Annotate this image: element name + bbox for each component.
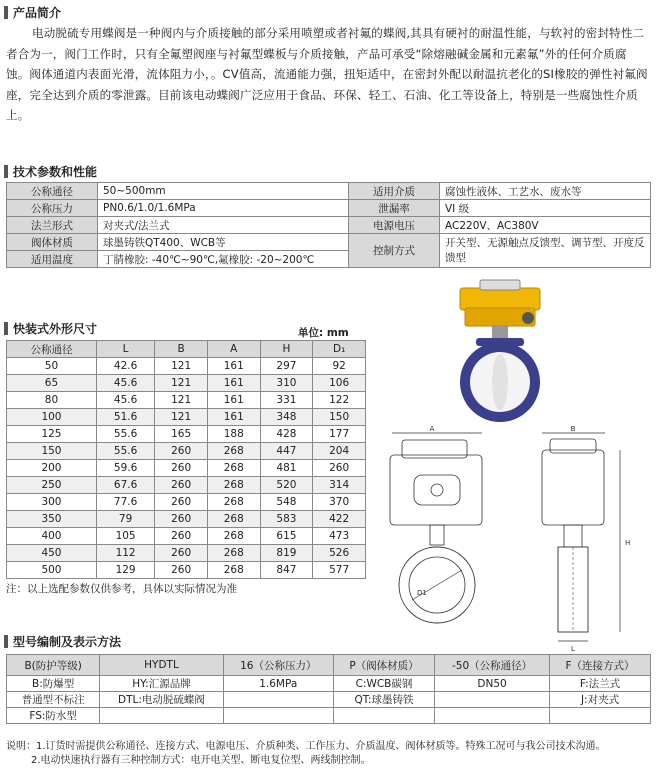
spec-value: VI 级 xyxy=(440,200,651,217)
disc-plate xyxy=(492,354,508,410)
table-cell xyxy=(223,708,333,724)
spec-key: 公称通径 xyxy=(7,183,98,200)
table-cell: 51.6 xyxy=(96,409,154,426)
table-cell: 268 xyxy=(207,477,260,494)
column-header: 公称通径 xyxy=(7,341,97,358)
table-row xyxy=(7,358,366,375)
note-line: 说明：1.订货时需提供公称通径、连接方式、电源电压、介质种类、工作压力、介质温度、阀体材质等。特殊工况可与我公司技术沟通。 xyxy=(6,741,606,752)
table-row xyxy=(7,676,651,692)
section-marker-icon xyxy=(4,165,8,178)
table-row xyxy=(7,392,366,409)
table-cell: 161 xyxy=(207,375,260,392)
spec-key: 电源电压 xyxy=(349,217,440,234)
section-title-text: 快装式外形尺寸 xyxy=(13,322,98,336)
table-row xyxy=(7,409,366,426)
dimension-note: 注：以上选配参数仅供参考，具体以实际情况为准 xyxy=(6,583,237,595)
table-cell: 92 xyxy=(313,358,366,375)
table-cell: 45.6 xyxy=(96,375,154,392)
table-row xyxy=(7,562,366,579)
table-cell: 59.6 xyxy=(96,460,154,477)
table-cell: 100 xyxy=(7,409,97,426)
section-marker-icon xyxy=(4,6,8,19)
table-row xyxy=(7,200,651,217)
table-cell: 300 xyxy=(7,494,97,511)
table-cell: 45.6 xyxy=(96,392,154,409)
table-cell: 普通型不标注 xyxy=(7,692,100,708)
spec-value: AC220V、AC380V xyxy=(440,217,651,234)
table-cell: 150 xyxy=(7,443,97,460)
table-cell: 188 xyxy=(207,426,260,443)
column-header: 16（公称压力） xyxy=(223,655,333,676)
table-cell: 520 xyxy=(260,477,313,494)
table-row xyxy=(7,443,366,460)
section-title-text: 技术参数和性能 xyxy=(13,165,98,179)
tech-spec-table xyxy=(6,182,651,268)
column-header: P（阀体材质） xyxy=(333,655,434,676)
model-code-table xyxy=(6,654,651,724)
spec-value: 对夹式/法兰式 xyxy=(98,217,349,234)
table-cell: HY:汇源品牌 xyxy=(100,676,223,692)
table-row xyxy=(7,477,366,494)
table-cell: 297 xyxy=(260,358,313,375)
table-cell: 165 xyxy=(155,426,208,443)
table-cell: QT:球墨铸铁 xyxy=(333,692,434,708)
table-cell: 161 xyxy=(207,392,260,409)
spec-key: 控制方式 xyxy=(349,234,440,268)
table-cell: 615 xyxy=(260,528,313,545)
section-title-model xyxy=(4,633,121,650)
table-header-row xyxy=(7,341,366,358)
table-cell: 260 xyxy=(155,477,208,494)
spec-value: 球墨铸铁QT400、WCB等 xyxy=(98,234,349,251)
section-marker-icon xyxy=(4,322,8,335)
table-cell: 55.6 xyxy=(96,443,154,460)
notes xyxy=(6,740,606,768)
table-cell: F:法兰式 xyxy=(550,676,651,692)
table-cell: 106 xyxy=(313,375,366,392)
spec-key: 法兰形式 xyxy=(7,217,98,234)
section-title-dimensions xyxy=(4,320,97,337)
spec-key: 适用介质 xyxy=(349,183,440,200)
table-cell: 548 xyxy=(260,494,313,511)
table-cell: 268 xyxy=(207,562,260,579)
table-cell: 847 xyxy=(260,562,313,579)
table-cell: FS:防水型 xyxy=(7,708,100,724)
dim-label-a: A xyxy=(429,425,435,433)
intro-paragraph: 电动脱硫专用蝶阀是一种阀内与介质接触的部分采用喷塑或者衬氟的蝶阀,其具有硬衬的耐温性能，与软衬的密封特性二者合为一，阀门工作时，只有全氟塑阀座与衬氟型蝶板与介质接触，产品可承受“除熔融碱金属和元素氟”外的任何介质腐蚀。阀体通道内表面光滑，流体阻力小，。CV值高，流通能力强，扭矩适中，在密封外配以耐温抗老化的SI橡胶的弹性衬氟阀座，完全达到介质的零泄露。目前该电动蝶阀广泛应用于食品、环保、轻工、石油、化工等设备上，特别是一些腐蚀性介质上。 xyxy=(6,26,648,122)
section-marker-icon xyxy=(4,635,8,648)
table-cell: 67.6 xyxy=(96,477,154,494)
table-cell: 348 xyxy=(260,409,313,426)
dim-label-h: H xyxy=(625,539,631,547)
spec-key: 阀体材质 xyxy=(7,234,98,251)
column-header: B(防护等级) xyxy=(7,655,100,676)
table-cell: 370 xyxy=(313,494,366,511)
table-cell xyxy=(100,708,223,724)
table-cell: DN50 xyxy=(435,676,550,692)
table-cell xyxy=(333,708,434,724)
table-cell: 1.6MPa xyxy=(223,676,333,692)
spec-value: 开关型、无源触点反馈型、调节型、开度反馈型 xyxy=(440,234,651,268)
column-header: B xyxy=(155,341,208,358)
table-row xyxy=(7,183,651,200)
table-row xyxy=(7,234,651,251)
table-cell: 260 xyxy=(155,562,208,579)
side-view-drawing xyxy=(530,425,640,655)
table-row xyxy=(7,375,366,392)
table-cell: 204 xyxy=(313,443,366,460)
table-cell: 250 xyxy=(7,477,97,494)
table-cell: 80 xyxy=(7,392,97,409)
table-cell: 260 xyxy=(155,511,208,528)
table-cell: DTL:电动脱硫蝶阀 xyxy=(100,692,223,708)
table-cell: 77.6 xyxy=(96,494,154,511)
table-cell: 268 xyxy=(207,460,260,477)
table-cell: 268 xyxy=(207,528,260,545)
column-header: HYDTL xyxy=(100,655,223,676)
table-cell: B:防爆型 xyxy=(7,676,100,692)
spec-key: 适用温度 xyxy=(7,251,98,268)
table-cell: 55.6 xyxy=(96,426,154,443)
table-cell: 200 xyxy=(7,460,97,477)
table-cell: 428 xyxy=(260,426,313,443)
table-row xyxy=(7,692,651,708)
table-cell: 526 xyxy=(313,545,366,562)
section-title-text: 产品简介 xyxy=(13,6,62,20)
table-cell: 260 xyxy=(313,460,366,477)
table-cell: J:对夹式 xyxy=(550,692,651,708)
unit-label: 单位: mm xyxy=(298,327,349,339)
spec-value: 丁腈橡胶: -40℃~90℃,氟橡胶: -20~200℃ xyxy=(98,251,349,268)
column-header: A xyxy=(207,341,260,358)
table-cell: 314 xyxy=(313,477,366,494)
table-cell: 50 xyxy=(7,358,97,375)
spec-key: 泄漏率 xyxy=(349,200,440,217)
table-cell: 422 xyxy=(313,511,366,528)
table-cell: 310 xyxy=(260,375,313,392)
dimension-table xyxy=(6,340,366,579)
column-header: -50（公称通径） xyxy=(435,655,550,676)
table-row xyxy=(7,708,651,724)
column-header: F（连接方式） xyxy=(550,655,651,676)
table-cell: 400 xyxy=(7,528,97,545)
dim-label-d1: D1 xyxy=(417,589,427,597)
actuator-cover xyxy=(480,280,520,290)
column-header: D₁ xyxy=(313,341,366,358)
table-cell: 79 xyxy=(96,511,154,528)
table-row xyxy=(7,460,366,477)
table-cell: 260 xyxy=(155,460,208,477)
section-title-intro xyxy=(4,4,61,21)
table-cell: 450 xyxy=(7,545,97,562)
table-cell: 129 xyxy=(96,562,154,579)
table-cell: 42.6 xyxy=(96,358,154,375)
table-cell: 500 xyxy=(7,562,97,579)
table-cell: 819 xyxy=(260,545,313,562)
spec-value: 腐蚀性液体、工艺水、废水等 xyxy=(440,183,651,200)
dim-label-l: L xyxy=(571,645,575,653)
table-cell: 121 xyxy=(155,375,208,392)
table-row xyxy=(7,528,366,545)
table-cell: 112 xyxy=(96,545,154,562)
spec-value: 50~500mm xyxy=(98,183,349,200)
table-cell: 121 xyxy=(155,409,208,426)
table-cell: 121 xyxy=(155,358,208,375)
table-cell: 125 xyxy=(7,426,97,443)
table-cell: 583 xyxy=(260,511,313,528)
table-cell: 268 xyxy=(207,511,260,528)
table-row xyxy=(7,494,366,511)
table-row xyxy=(7,217,651,234)
dim-label-b: B xyxy=(570,425,576,433)
table-cell: 473 xyxy=(313,528,366,545)
table-cell: 331 xyxy=(260,392,313,409)
table-row xyxy=(7,511,366,528)
note-line: 2.电动快速执行器有三种控制方式：电开电关型、断电复位型、两线制控制。 xyxy=(31,755,371,766)
table-cell xyxy=(435,692,550,708)
table-cell: 177 xyxy=(313,426,366,443)
table-row xyxy=(7,426,366,443)
table-cell: 122 xyxy=(313,392,366,409)
table-cell: 268 xyxy=(207,494,260,511)
table-cell: 481 xyxy=(260,460,313,477)
table-cell: 150 xyxy=(313,409,366,426)
table-cell: 260 xyxy=(155,545,208,562)
column-header: L xyxy=(96,341,154,358)
column-header: H xyxy=(260,341,313,358)
front-view-drawing xyxy=(382,425,492,640)
table-cell xyxy=(550,708,651,724)
table-cell: 447 xyxy=(260,443,313,460)
table-cell xyxy=(223,692,333,708)
table-cell: 121 xyxy=(155,392,208,409)
table-cell xyxy=(435,708,550,724)
table-header-row xyxy=(7,655,651,676)
table-cell: 260 xyxy=(155,494,208,511)
section-title-tech xyxy=(4,163,97,180)
spec-key: 公称压力 xyxy=(7,200,98,217)
table-cell: C:WCB碳钢 xyxy=(333,676,434,692)
table-cell: 268 xyxy=(207,443,260,460)
section-title-text: 型号编制及表示方法 xyxy=(13,635,122,649)
table-cell: 161 xyxy=(207,409,260,426)
handwheel-icon xyxy=(522,312,534,324)
table-row xyxy=(7,545,366,562)
table-cell: 161 xyxy=(207,358,260,375)
valve-photo xyxy=(420,278,570,428)
table-cell: 260 xyxy=(155,528,208,545)
actuator-top xyxy=(460,288,540,310)
table-cell: 105 xyxy=(96,528,154,545)
table-cell: 350 xyxy=(7,511,97,528)
table-cell: 260 xyxy=(155,443,208,460)
spec-value: PN0.6/1.0/1.6MPa xyxy=(98,200,349,217)
table-cell: 65 xyxy=(7,375,97,392)
table-cell: 577 xyxy=(313,562,366,579)
table-cell: 268 xyxy=(207,545,260,562)
